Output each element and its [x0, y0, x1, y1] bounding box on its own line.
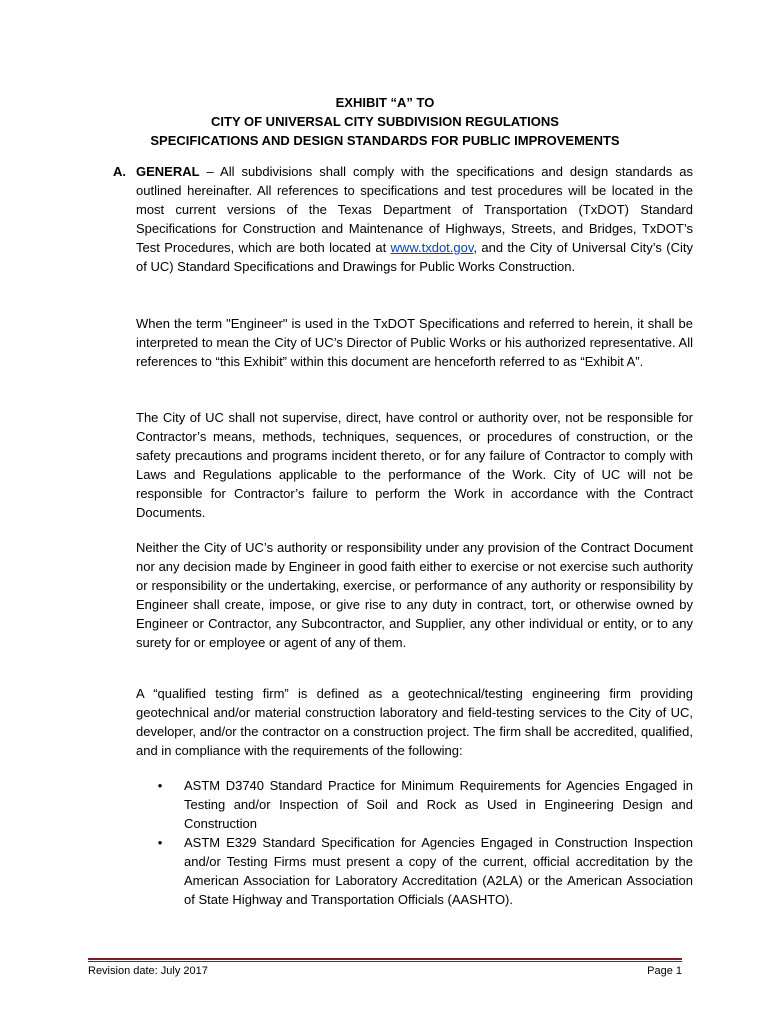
section-marker: A. [113, 164, 126, 179]
paragraph-general-text-end: , and the City of Universal City’s (City of UC) Standard Specifications and Drawings for Public Works Construction. [136, 240, 693, 274]
txdot-link[interactable]: www.txdot.gov [390, 240, 474, 255]
footer-divider [88, 958, 682, 962]
paragraph-authority: Neither the City of UC’s authority or responsibility under any provision of the Contract Document nor any decision made by Engineer in good faith either to exercise or not exercise such authority or responsibility or the undertaking, exercise, or performance of any authority or responsibility by Engineer shall create, impose, or give rise to any duty in contract, tort, or otherwise owned by Engineer or Contractor, any Subcontractor, and Supplier, any other individual or entity, or to any surety for or employee or agent of any of them. [136, 540, 693, 650]
paragraph-engineer-definition: When the term "Engineer" is used in the TxDOT Specifications and referred to herein, it shall be interpreted to mean the City of UC’s Director of Public Works or his authorized representative. All references to “this Exhibit” within this document are henceforth referred to as “Exhibit A”. [136, 316, 693, 369]
paragraph-supervision: The City of UC shall not supervise, direct, have control or authority over, not be responsible for Contractor’s means, methods, techniques, sequences, or procedures of construction, or the safety precautions and programs incident thereto, or for any failure of Contractor to comply with Laws and Regulations applicable to the performance of the Work. City of UC will not be responsible for Contractor’s failure to perform the Work in accordance with the Contract Documents. [136, 410, 693, 520]
document-title [0, 93, 770, 150]
title-line-1: EXHIBIT “A” TO [335, 95, 435, 110]
bullet-icon: • [157, 835, 163, 850]
list-item [136, 776, 693, 833]
bullet-icon: • [157, 778, 163, 793]
page-number: Page 1 [647, 965, 682, 977]
requirements-list [136, 776, 693, 909]
title-line-3: SPECIFICATIONS AND DESIGN STANDARDS FOR PUBLIC IMPROVEMENTS [150, 133, 620, 148]
paragraph-testing-firm: A “qualified testing firm” is defined as a geotechnical/testing engineering firm providing geotechnical and/or material construction laboratory and field-testing services to the City of UC, developer, and/or the contractor on a construction project. The firm shall be accredited, qualified, and in compliance with the requirements of the following: [136, 686, 693, 758]
paragraph-general [136, 162, 693, 276]
list-item-text: ASTM D3740 Standard Practice for Minimum Requirements for Agencies Engaged in Testing and/or Inspection of Soil and Rock as Used in Engineering Design and Construction [184, 778, 693, 831]
title-line-2: CITY OF UNIVERSAL CITY SUBDIVISION REGULATIONS [211, 114, 559, 129]
list-item [136, 833, 693, 909]
section-lead: GENERAL [136, 164, 200, 179]
paragraph-general-text: – All subdivisions shall comply with the specifications and design standards as outlined hereinafter. All references to specifications and test procedures will be located in the most current versions of the Texas Department of Transportation (TxDOT) Standard Specifications for Construction and Maintenance of Highways, Streets, and Bridges, TxDOT’s Test Procedures, which are both located at [136, 164, 693, 255]
list-item-text: ASTM E329 Standard Specification for Agencies Engaged in Construction Inspection and/or Testing Firms must present a copy of the current, official accreditation by the American Association for Laboratory Accreditation (A2LA) or the American Association of State Highway and Transportation Officials (AASHTO). [184, 835, 693, 907]
revision-date: Revision date: July 2017 [88, 965, 208, 977]
